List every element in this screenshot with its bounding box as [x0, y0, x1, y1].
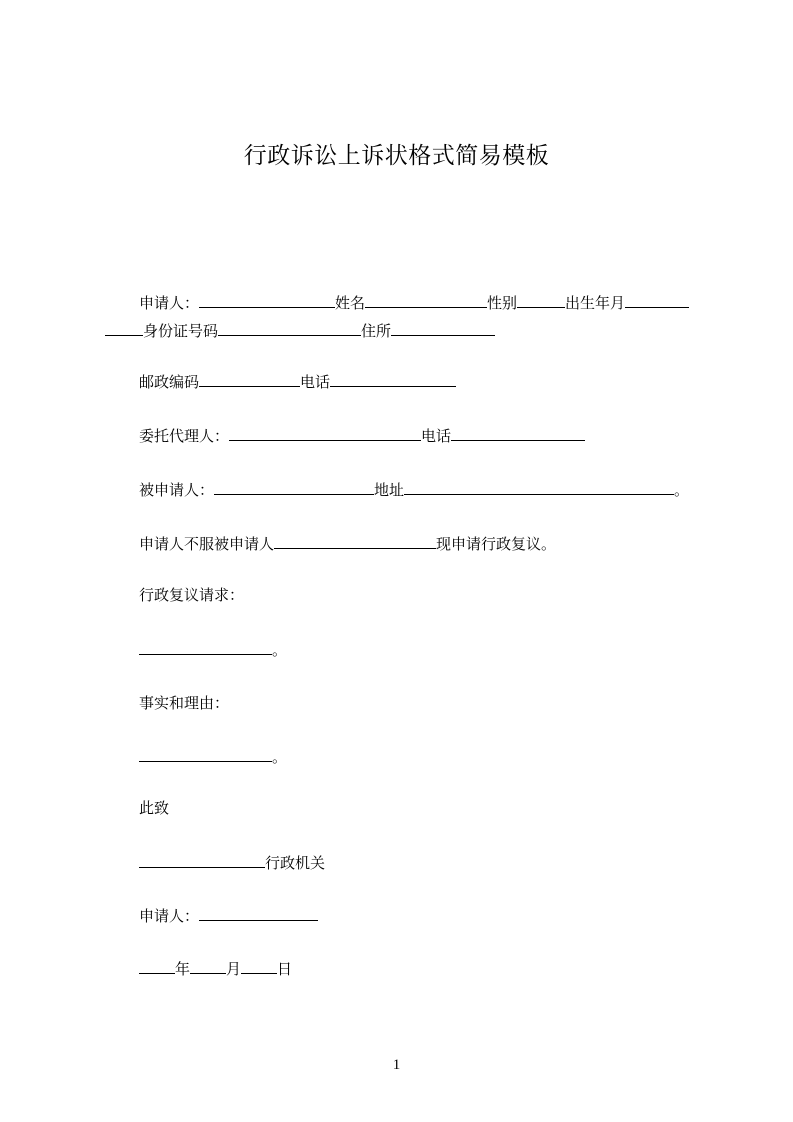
request-end: 。 [272, 641, 288, 659]
request-heading: 行政复议请求： [139, 586, 245, 604]
postal-line [139, 371, 456, 392]
respondent-line [139, 479, 689, 500]
applicant-blank[interactable] [199, 292, 335, 308]
signature-line [139, 905, 318, 926]
id-label: 身份证号码 [143, 322, 219, 340]
dissatisfaction-line [139, 533, 556, 554]
agent-label: 委托代理人： [139, 427, 230, 445]
applicant-line-continued [105, 320, 495, 341]
respondent-end: 。 [674, 481, 690, 499]
signature-blank[interactable] [199, 905, 318, 921]
gender-blank[interactable] [517, 292, 565, 308]
address-label: 住所 [361, 322, 392, 340]
agency-blank[interactable] [139, 852, 265, 868]
agent-line [139, 425, 585, 446]
birth-label: 出生年月 [565, 294, 626, 312]
request-line [139, 639, 287, 660]
agency-line [139, 852, 325, 873]
address-blank[interactable] [391, 320, 495, 336]
facts-heading: 事实和理由： [139, 694, 230, 712]
agent-blank[interactable] [229, 425, 421, 441]
birth-blank[interactable] [625, 292, 689, 308]
birth-blank-continued[interactable] [105, 320, 143, 336]
page-title: 行政诉讼上诉状格式简易模板 [243, 143, 550, 169]
signature-label: 申请人： [139, 907, 200, 925]
id-blank[interactable] [218, 320, 361, 336]
respondent-address-blank[interactable] [404, 479, 674, 495]
respondent-address-label: 地址 [374, 481, 405, 499]
facts-end: 。 [272, 748, 288, 766]
phone-label: 电话 [300, 373, 331, 391]
day-label: 日 [277, 960, 293, 978]
month-blank[interactable] [190, 958, 226, 974]
agency-suffix: 行政机关 [265, 854, 326, 872]
applicant-line [139, 292, 689, 313]
facts-blank[interactable] [139, 746, 272, 762]
postal-label: 邮政编码 [139, 373, 200, 391]
name-blank[interactable] [365, 292, 487, 308]
request-blank[interactable] [139, 639, 272, 655]
month-label: 月 [226, 960, 242, 978]
postal-blank[interactable] [199, 371, 300, 387]
dissatisfaction-blank[interactable] [274, 533, 436, 549]
respondent-blank[interactable] [214, 479, 374, 495]
day-blank[interactable] [241, 958, 277, 974]
year-blank[interactable] [139, 958, 175, 974]
applicant-label: 申请人： [139, 294, 200, 312]
page-number: 1 [392, 1057, 401, 1073]
year-label: 年 [175, 960, 191, 978]
phone-blank[interactable] [330, 371, 456, 387]
dissatisfaction-prefix: 申请人不服被申请人 [139, 535, 275, 553]
facts-line [139, 746, 287, 767]
date-line [139, 958, 292, 979]
gender-label: 性别 [487, 294, 518, 312]
dissatisfaction-suffix: 现申请行政复议。 [436, 535, 557, 553]
agent-phone-label: 电话 [421, 427, 452, 445]
closing-text: 此致 [139, 799, 170, 817]
name-label: 姓名 [335, 294, 366, 312]
agent-phone-blank[interactable] [451, 425, 585, 441]
respondent-label: 被申请人： [139, 481, 215, 499]
